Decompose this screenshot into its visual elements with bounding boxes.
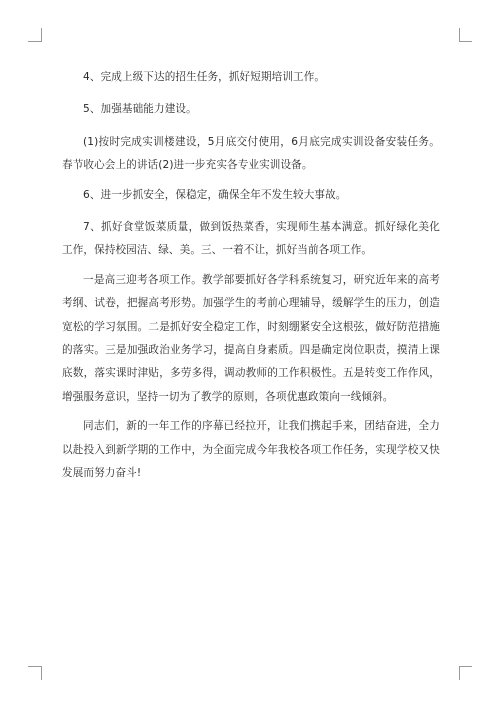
paragraph-safety: 6、进一步抓安全，保稳定，确保全年不发生较大事故。	[83, 188, 347, 201]
crop-mark-top-right	[459, 41, 472, 42]
crop-mark-bottom-left	[28, 666, 41, 667]
crop-mark-top-left	[41, 28, 42, 42]
paragraph-closing: 同志们，新的一年工作的序幕已经拉开，让我们携起手来，团结奋进，全力以赴投入到新学期的工作中，为全面完成今年我校各项工作任务，实现学校又快发展而努力奋斗!	[62, 420, 440, 480]
paragraph-canteen: 7、抓好食堂饭菜质量，做到饭热菜香，实现师生基本满意。抓好绿化美化工作，保持校园洁、绿、美。三、一着不让，抓好当前各项工作。	[62, 221, 440, 257]
paragraph-training-building: (1)按时完成实训楼建设，5月底交付使用，6月底完成实训设备安装任务。春节收心会上的讲话(2)进一步充实各专业实训设备。	[62, 135, 440, 172]
paragraph-current-work: 一是高三迎考各项工作。教学部要抓好各学科系统复习，研究近年来的高考考纲、试卷，把握高考形势。加强学生的考前心理辅导，缓解学生的压力，创造宽松的学习氛围。二是抓好安全稳定工作，时刻绷紧安全这根弦，做好防范措施的落实。三是加强政治业务学习，提高自身素质。四是确定岗位职责，摸清上课底数，落实课时津贴，多劳多得，调动教师的工作积极性。五是转变工作作风，增强服务意识，坚持一切为了教学的原则，各项优惠政策向一线倾斜。	[62, 273, 440, 403]
crop-mark-bottom-right	[459, 666, 472, 667]
crop-mark-top-left	[28, 41, 41, 42]
crop-mark-top-right	[459, 28, 460, 42]
document-body	[62, 66, 440, 495]
paragraph-enrollment: 4、完成上级下达的招生任务，抓好短期培训工作。	[83, 71, 326, 83]
crop-mark-bottom-right	[459, 666, 460, 680]
paragraph-capacity-building: 5、加强基础能力建设。	[83, 103, 197, 116]
crop-mark-bottom-left	[41, 666, 42, 680]
